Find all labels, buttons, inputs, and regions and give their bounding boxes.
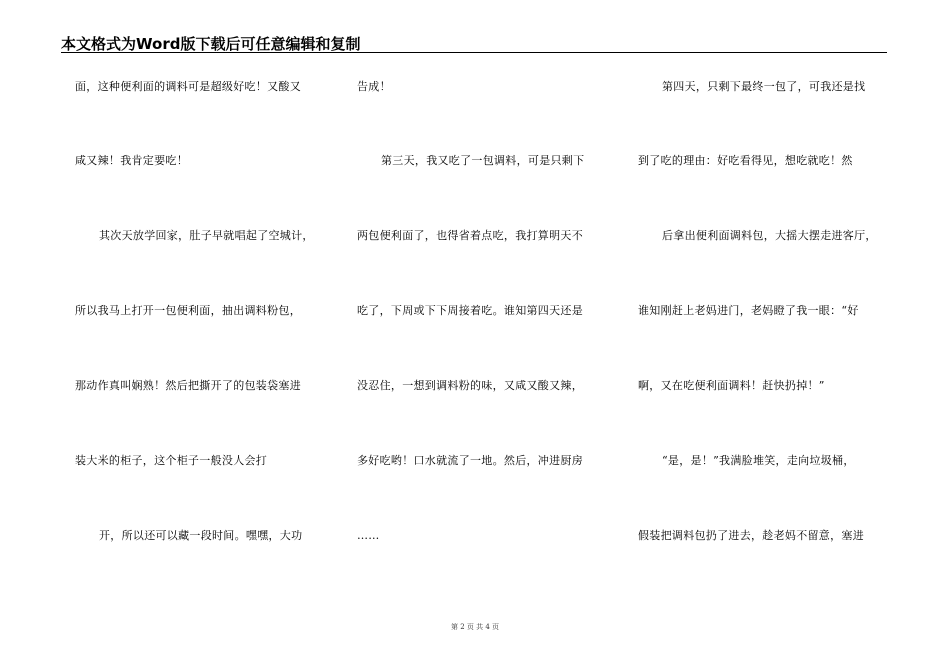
text-line: 告成！ <box>357 80 391 93</box>
page-number-footer: 第 2 页 共 4 页 <box>450 623 500 631</box>
text-line: 谁知刚赶上老妈进门，老妈瞪了我一眼：“好 <box>638 304 859 317</box>
text-line: 多好吃哟！口水就流了一地。然后，冲进厨房 <box>357 454 583 467</box>
header-divider <box>61 52 887 53</box>
text-line: 所以我马上打开一包便利面，抽出调料粉包， <box>75 304 301 317</box>
text-line: …… <box>357 529 380 542</box>
text-line: 后拿出便利面调料包，大摇大摆走进客厅， <box>662 229 877 242</box>
text-line: 到了吃的理由：好吃看得见，想吃就吃！然 <box>638 154 853 167</box>
text-line: 装大米的柜子，这个柜子一般没人会打 <box>75 454 268 467</box>
text-line: 咸又辣！我肯定要吃！ <box>75 154 188 167</box>
text-line: 假装把调料包扔了进去，趁老妈不留意，塞进 <box>638 529 864 542</box>
text-line: “是，是！”我满脸堆笑，走向垃圾桶， <box>662 454 855 467</box>
text-line: 啊，又在吃便利面调料！赶快扔掉！” <box>638 379 825 392</box>
text-line: 面，这种便利面的调料可是超级好吃！又酸又 <box>75 80 301 93</box>
page-header-title: 本文格式为Word版下载后可任意编辑和复制 <box>61 35 361 53</box>
text-line: 没忍住，一想到调料粉的味，又咸又酸又辣， <box>357 379 583 392</box>
text-line: 那动作真叫娴熟！然后把撕开了的包装袋塞进 <box>75 379 301 392</box>
text-line: 吃了，下周或下下周接着吃。谁知第四天还是 <box>357 304 583 317</box>
text-line: 两包便利面了，也得省着点吃，我打算明天不 <box>357 229 583 242</box>
text-line: 其次天放学回家，肚子早就唱起了空城计， <box>99 229 314 242</box>
text-line: 第四天，只剩下最终一包了，可我还是找 <box>662 80 866 93</box>
text-line: 第三天，我又吃了一包调料，可是只剩下 <box>381 154 585 167</box>
text-line: 开，所以还可以藏一段时间。嘿嘿，大功 <box>99 529 303 542</box>
